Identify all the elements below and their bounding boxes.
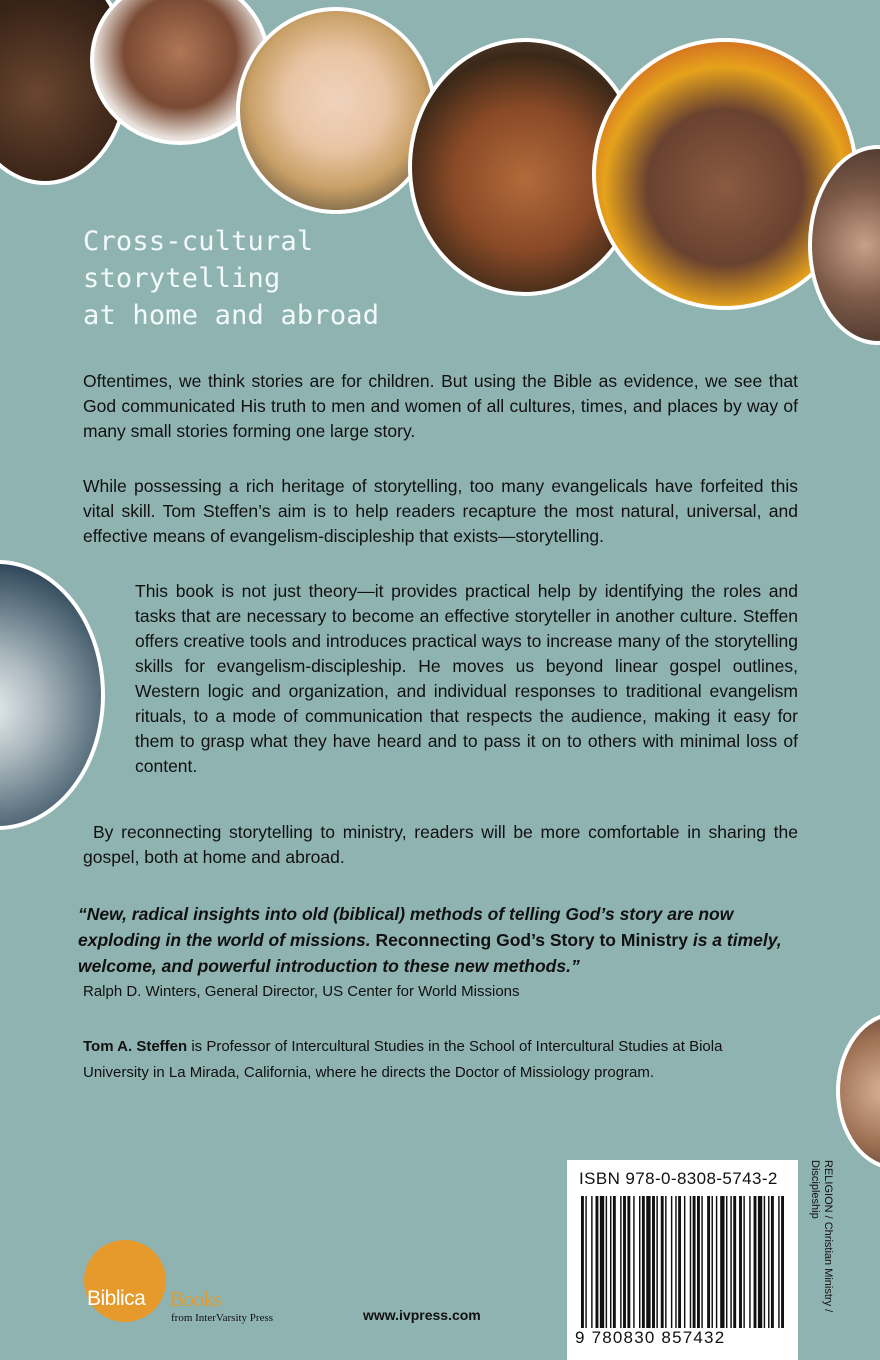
publisher-website[interactable]: www.ivpress.com: [363, 1307, 481, 1323]
barcode-bar: [707, 1196, 710, 1328]
barcode-bar: [712, 1196, 713, 1328]
barcode-bars: [581, 1196, 785, 1328]
author-name: Tom A. Steffen: [83, 1038, 188, 1055]
barcode-bar: [764, 1196, 765, 1328]
cover-heading: [83, 223, 379, 334]
isbn-label: ISBN 978-0-8308-5743-2: [579, 1169, 778, 1188]
barcode-panel: [567, 1160, 798, 1360]
quote-part-2: is a timely, welcome, and powerful introduction to these new methods.”: [78, 930, 782, 976]
barcode-bar: [754, 1196, 757, 1328]
barcode-bar: [749, 1196, 750, 1328]
barcode-bar: [720, 1196, 724, 1328]
barcode-bar: [646, 1196, 650, 1328]
barcode-bar: [684, 1196, 685, 1328]
barcode-bar: [627, 1196, 630, 1328]
barcode-bar: [606, 1196, 607, 1328]
barcode-bar: [581, 1196, 584, 1328]
category-label: RELIGION / Christian Ministry / Discipleship: [809, 1160, 834, 1313]
description-paragraph-3: This book is not just theory—it provides practical help by identifying the roles and tasks that are necessary to become an effective storyteller in another culture. Steffen offers creative tools and introduces practical ways to increase many of the storytelling skills for evangelism-discipleship. He moves us beyond linear gospel outlines, Western logic and organization, and individual responses to traditional evangelism rituals, to a mode of communication that respects the audience, making it easy for them to grasp what they have heard and to pass it on to others with minimal loss of content.: [135, 581, 798, 776]
barcode-digits: 9 780830 857432: [575, 1328, 726, 1347]
barcode-bar: [610, 1196, 611, 1328]
barcode-bar: [716, 1196, 717, 1328]
barcode-bar: [726, 1196, 727, 1328]
barcode-bar: [730, 1196, 731, 1328]
barcode-bar: [733, 1196, 736, 1328]
barcode-bar: [639, 1196, 640, 1328]
quote-book-title: Reconnecting God’s Story to Ministry: [370, 930, 693, 950]
heading-line-1: Cross-cultural: [83, 226, 314, 257]
barcode-bar: [693, 1196, 696, 1328]
heading-line-2: storytelling: [83, 263, 281, 294]
description-paragraph-2: While possessing a rich heritage of storytelling, too many evangelicals have forfeited this vital skill. Tom Steffen’s aim is to help readers recapture the most natural, universal, and effective means of evangelism-discipleship that exists—storytelling.: [83, 476, 798, 546]
barcode-bar: [771, 1196, 774, 1328]
barcode-bar: [623, 1196, 626, 1328]
barcode-bar: [656, 1196, 657, 1328]
barcode-bar: [697, 1196, 700, 1328]
logo-books-text: Books: [170, 1287, 222, 1311]
barcode-bar: [613, 1196, 616, 1328]
barcode-bar: [585, 1196, 586, 1328]
person-photo: [836, 1012, 880, 1170]
barcode-bar: [591, 1196, 592, 1328]
barcode-bar: [600, 1196, 604, 1328]
barcode-bar: [678, 1196, 681, 1328]
barcode-bar: [768, 1196, 769, 1328]
young-woman-photo: [236, 7, 436, 214]
barcode-bar: [739, 1196, 742, 1328]
barcode-bar: [701, 1196, 702, 1328]
description-paragraph-4: By reconnecting storytelling to ministry, readers will be more comfortable in sharing the gospel, both at home and abroad.: [83, 822, 798, 867]
barcode-bar: [633, 1196, 634, 1328]
barcode-bar: [671, 1196, 672, 1328]
quote-attribution: Ralph D. Winters, General Director, US Center for World Missions: [83, 983, 520, 1000]
description-paragraph-1: Oftentimes, we think stories are for children. But using the Bible as evidence, we see that God communicated His truth to men and women of all cultures, times, and places by way of many small stories forming one large story.: [83, 371, 798, 441]
barcode-bar: [665, 1196, 666, 1328]
barcode-bar: [675, 1196, 676, 1328]
barcode-bar: [743, 1196, 744, 1328]
author-bio: [83, 1034, 763, 1086]
logo-biblica-text: Biblica: [87, 1287, 146, 1310]
barcode-bar: [661, 1196, 664, 1328]
barcode-bar: [652, 1196, 655, 1328]
barcode-bar: [596, 1196, 599, 1328]
logo-subtitle: from InterVarsity Press: [171, 1312, 274, 1324]
earth-photo: [0, 560, 105, 830]
barcode-bar: [620, 1196, 621, 1328]
heading-line-3: at home and abroad: [83, 300, 380, 331]
barcode-bar: [781, 1196, 784, 1328]
author-bio-text: is Professor of Intercultural Studies in the School of Intercultural Studies at Biola University in La Mirada, California, where he directs the Doctor of Missiology program.: [83, 1038, 723, 1081]
quote-part-1: “New, radical insights into old (biblical) methods of telling God’s story are now exploding in the world of missions.: [78, 904, 734, 950]
endorsement-quote: [78, 901, 800, 979]
barcode-bar: [690, 1196, 691, 1328]
barcode-bar: [758, 1196, 762, 1328]
barcode-bar: [642, 1196, 645, 1328]
barcode-bar: [778, 1196, 779, 1328]
